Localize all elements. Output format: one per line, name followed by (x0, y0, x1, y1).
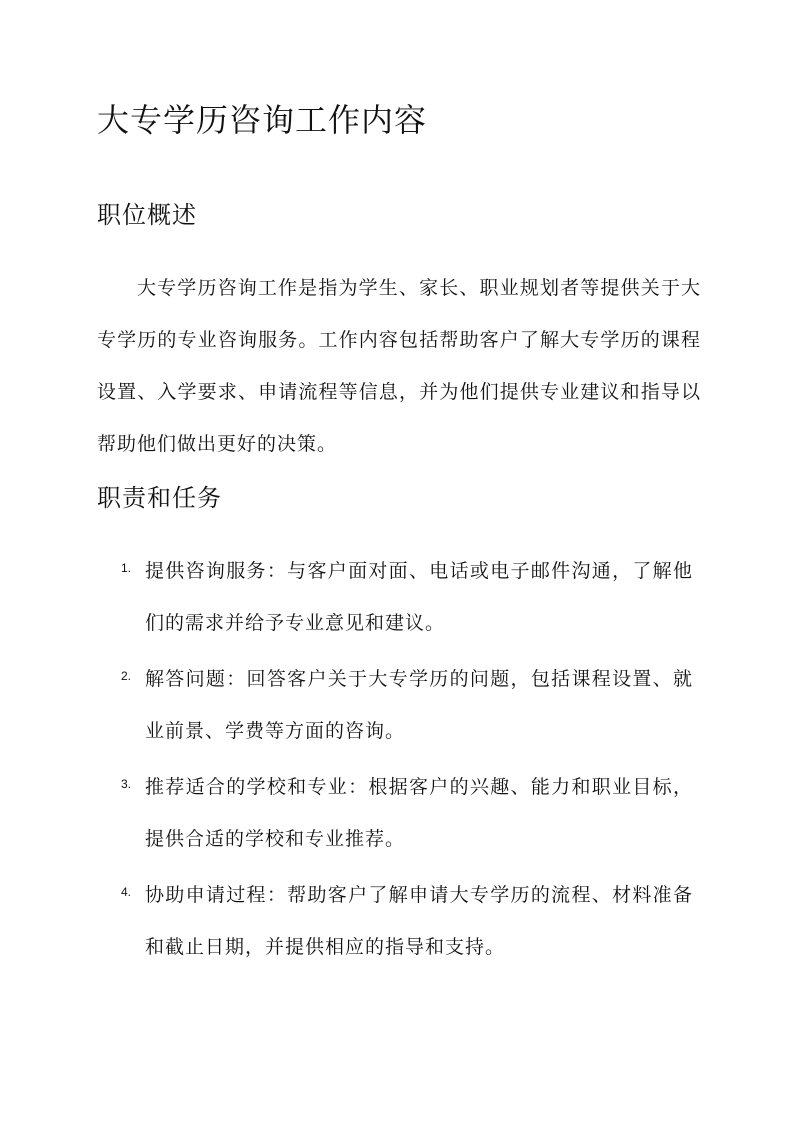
document-title: 大专学历咨询工作内容 (97, 101, 428, 139)
list-item-number: 3. (121, 777, 132, 791)
list-item-text: 推荐适合的学校和专业：根据客户的兴趣、能力和职业目标，提供合适的学校和专业推荐。 (145, 776, 693, 850)
list-item-number: 2. (121, 669, 132, 683)
overview-paragraph: 大专学历咨询工作是指为学生、家长、职业规划者等提供关于大专学历的专业咨询服务。工作内容包括帮助客户了解大专学历的课程设置、入学要求、申请流程等信息，并为他们提供专业建议和指导以帮助他们做出更好的决策。 (97, 277, 701, 455)
list-item-text: 解答问题：回答客户关于大专学历的问题，包括课程设置、就业前景、学费等方面的咨询。 (145, 668, 693, 742)
list-item-text: 提供咨询服务：与客户面对面、电话或电子邮件沟通，了解他们的需求并给予专业意见和建议。 (145, 560, 693, 634)
list-item-number: 1. (121, 561, 132, 575)
section-heading-overview: 职位概述 (97, 201, 197, 229)
list-item-number: 4. (121, 885, 132, 899)
section-heading-duties: 职责和任务 (97, 484, 222, 512)
list-item-text: 协助申请过程：帮助客户了解申请大专学历的流程、材料准备和截止日期，并提供相应的指导和支持。 (145, 884, 693, 958)
